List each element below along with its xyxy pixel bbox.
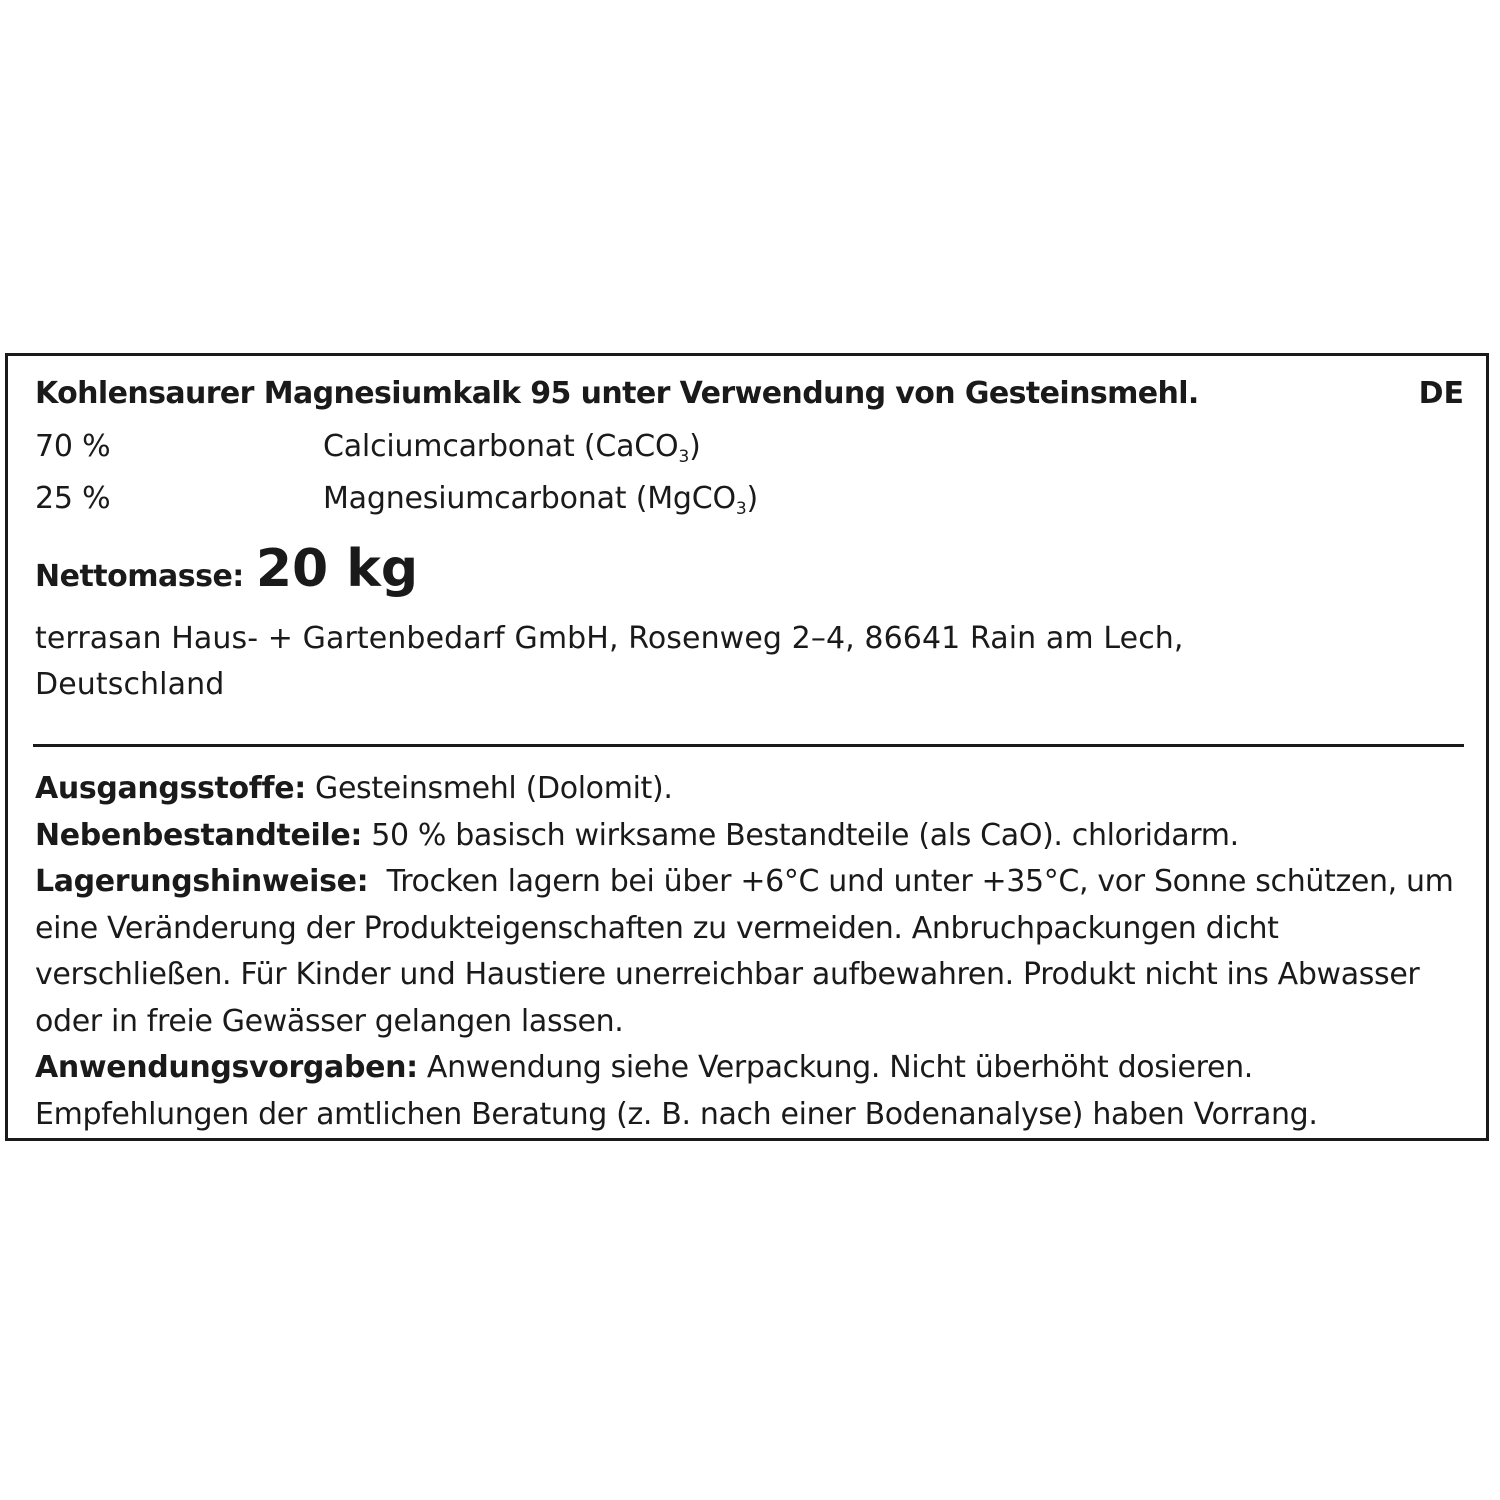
composition-percent: 25 % bbox=[35, 481, 111, 516]
manufacturer-address: terrasan Haus- + Gartenbedarf GmbH, Rosenweg 2–4, 86641 Rain am Lech, Deutschland bbox=[35, 621, 1184, 702]
product-info bbox=[35, 766, 1465, 1138]
info-text: Trocken lagern bei über +6°C und unter +35°C, vor Sonne schützen, um eine Veränderung der Produkteigenschaften zu vermeiden. Anbruchpackungen dicht verschließen. Für Kinder und Haustiere unerreichbar aufbewahren. Produkt nicht ins Abwasser oder in freie Gewässer gelangen lassen. bbox=[35, 864, 1463, 1039]
language-code: DE bbox=[1418, 376, 1464, 411]
composition-suffix: ) bbox=[689, 429, 701, 464]
product-label bbox=[5, 353, 1489, 1141]
info-paragraph bbox=[35, 859, 1465, 1045]
product-title: Kohlensaurer Magnesiumkalk 95 unter Verwendung von Gesteinsmehl. bbox=[35, 376, 1199, 411]
composition-row bbox=[35, 429, 701, 467]
section-divider bbox=[33, 744, 1464, 747]
composition-name: Magnesiumcarbonat (MgCO bbox=[323, 481, 736, 516]
info-text: Gesteinsmehl (Dolomit). bbox=[305, 771, 673, 806]
composition-name: Calciumcarbonat (CaCO bbox=[323, 429, 679, 464]
composition-subscript: 3 bbox=[678, 447, 690, 467]
info-text: Anwendung siehe Verpackung. Nicht überhöht dosieren. Empfehlungen der amtlichen Beratung (z. B. nach einer Bodenanalyse) haben Vorrang. bbox=[35, 1050, 1318, 1132]
info-paragraph bbox=[35, 766, 1465, 813]
info-text: 50 % basisch wirksame Bestandteile (als CaO). chloridarm. bbox=[362, 817, 1239, 853]
composition-suffix: ) bbox=[746, 481, 759, 516]
net-mass-label: Nettomasse: bbox=[35, 559, 244, 594]
info-heading: Nebenbestandteile: bbox=[35, 817, 363, 853]
composition-row bbox=[35, 481, 759, 519]
net-mass bbox=[35, 539, 418, 599]
composition-percent: 70 % bbox=[35, 429, 111, 464]
info-paragraph bbox=[35, 813, 1465, 860]
info-heading: Lagerungshinweise: bbox=[35, 864, 369, 899]
net-mass-value: 20 kg bbox=[255, 539, 419, 599]
info-paragraph bbox=[35, 1045, 1465, 1138]
info-heading: Ausgangsstoffe: bbox=[35, 771, 306, 806]
composition-subscript: 3 bbox=[735, 499, 747, 519]
info-heading: Anwendungsvorgaben: bbox=[35, 1050, 418, 1085]
